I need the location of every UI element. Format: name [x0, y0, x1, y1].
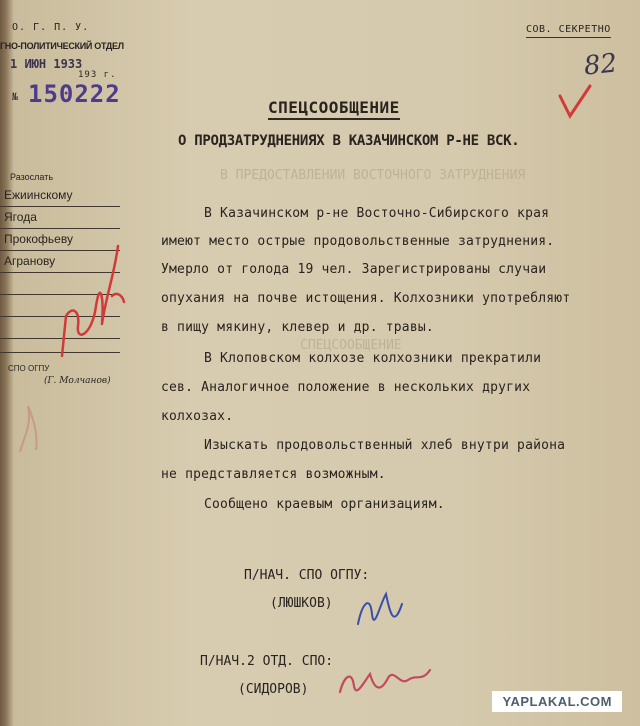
- first-signatory-title: П/НАЧ. СПО ОГПУ:: [244, 568, 370, 583]
- number-prefix: №: [12, 92, 20, 103]
- red-check-mark-icon: [556, 82, 596, 122]
- first-signatory-name: (ЛЮШКОВ): [270, 596, 333, 611]
- second-signatory-name: (СИДОРОВ): [238, 682, 309, 697]
- body-line: колхозах.: [161, 409, 234, 424]
- registration-number-stamp: 150222: [28, 80, 121, 108]
- year-suffix: 193 г.: [78, 70, 117, 80]
- body-line: В Клоповском колхозе колхозники прекратили: [204, 351, 542, 366]
- body-line: не представляется возможным.: [161, 467, 386, 482]
- document-subtitle: О ПРОДЗАТРУДНЕНИЯХ В КАЗАЧИНСКОМ Р-НЕ ВСК.: [178, 133, 520, 149]
- document-title: СПЕЦСООБЩЕНИЕ: [268, 98, 400, 120]
- handwritten-page-number: 82: [582, 48, 619, 82]
- body-line: В Казачинском р-не Восточно-Сибирского края: [204, 206, 550, 221]
- classification-label: СОВ. СЕКРЕТНО: [526, 24, 611, 38]
- site-watermark: YAPLAKAL.COM: [492, 691, 622, 712]
- body-line: сев. Аналогичное положение в нескольких других: [161, 380, 531, 395]
- distribution-row: Ежиинскому: [0, 184, 120, 207]
- bleed-through-text: В ПРЕДОСТАВЛЕНИИ ВОСТОЧНОГО ЗАТРУДНЕНИЯ: [220, 168, 526, 183]
- molchanov-signature: (Г. Молчанов): [44, 376, 111, 386]
- red-pencil-annotation: [52, 236, 132, 366]
- body-line: Сообщено краевым организациям.: [204, 497, 445, 512]
- body-line: Изыскать продовольственный хлеб внутри района: [204, 438, 566, 453]
- distribution-row: Прокофьеву: [0, 228, 120, 251]
- spo-label: СПО ОГПУ: [8, 364, 50, 373]
- ogpu-label: О. Г. П. У.: [12, 22, 90, 33]
- distribution-row: Агранову: [0, 250, 120, 273]
- body-line: опухания на почве истощения. Колхозники употребляют: [161, 291, 571, 306]
- blue-pencil-signature: [350, 584, 410, 644]
- body-line: Умерло от голода 19 чел. Зарегистрированы случаи: [161, 262, 547, 277]
- body-line: имеют место острые продовольственные затруднения.: [161, 234, 555, 249]
- bleed-through-text: СПЕЦСООБЩЕНИЕ: [300, 338, 402, 353]
- second-signatory-title: П/НАЧ.2 ОТД. СПО:: [200, 654, 334, 669]
- department-label: ГНО-ПОЛИТИЧЕСКИЙ ОТДЕЛ: [0, 41, 124, 51]
- faint-margin-mark: [14, 396, 44, 456]
- red-ink-signature: [330, 656, 440, 706]
- date-stamp: 1 ИЮН 1933: [10, 57, 83, 71]
- distribution-label: Разослать: [10, 172, 54, 182]
- distribution-row: Ягода: [0, 206, 120, 229]
- body-line: в пищу мякину, клевер и др. травы.: [161, 320, 434, 335]
